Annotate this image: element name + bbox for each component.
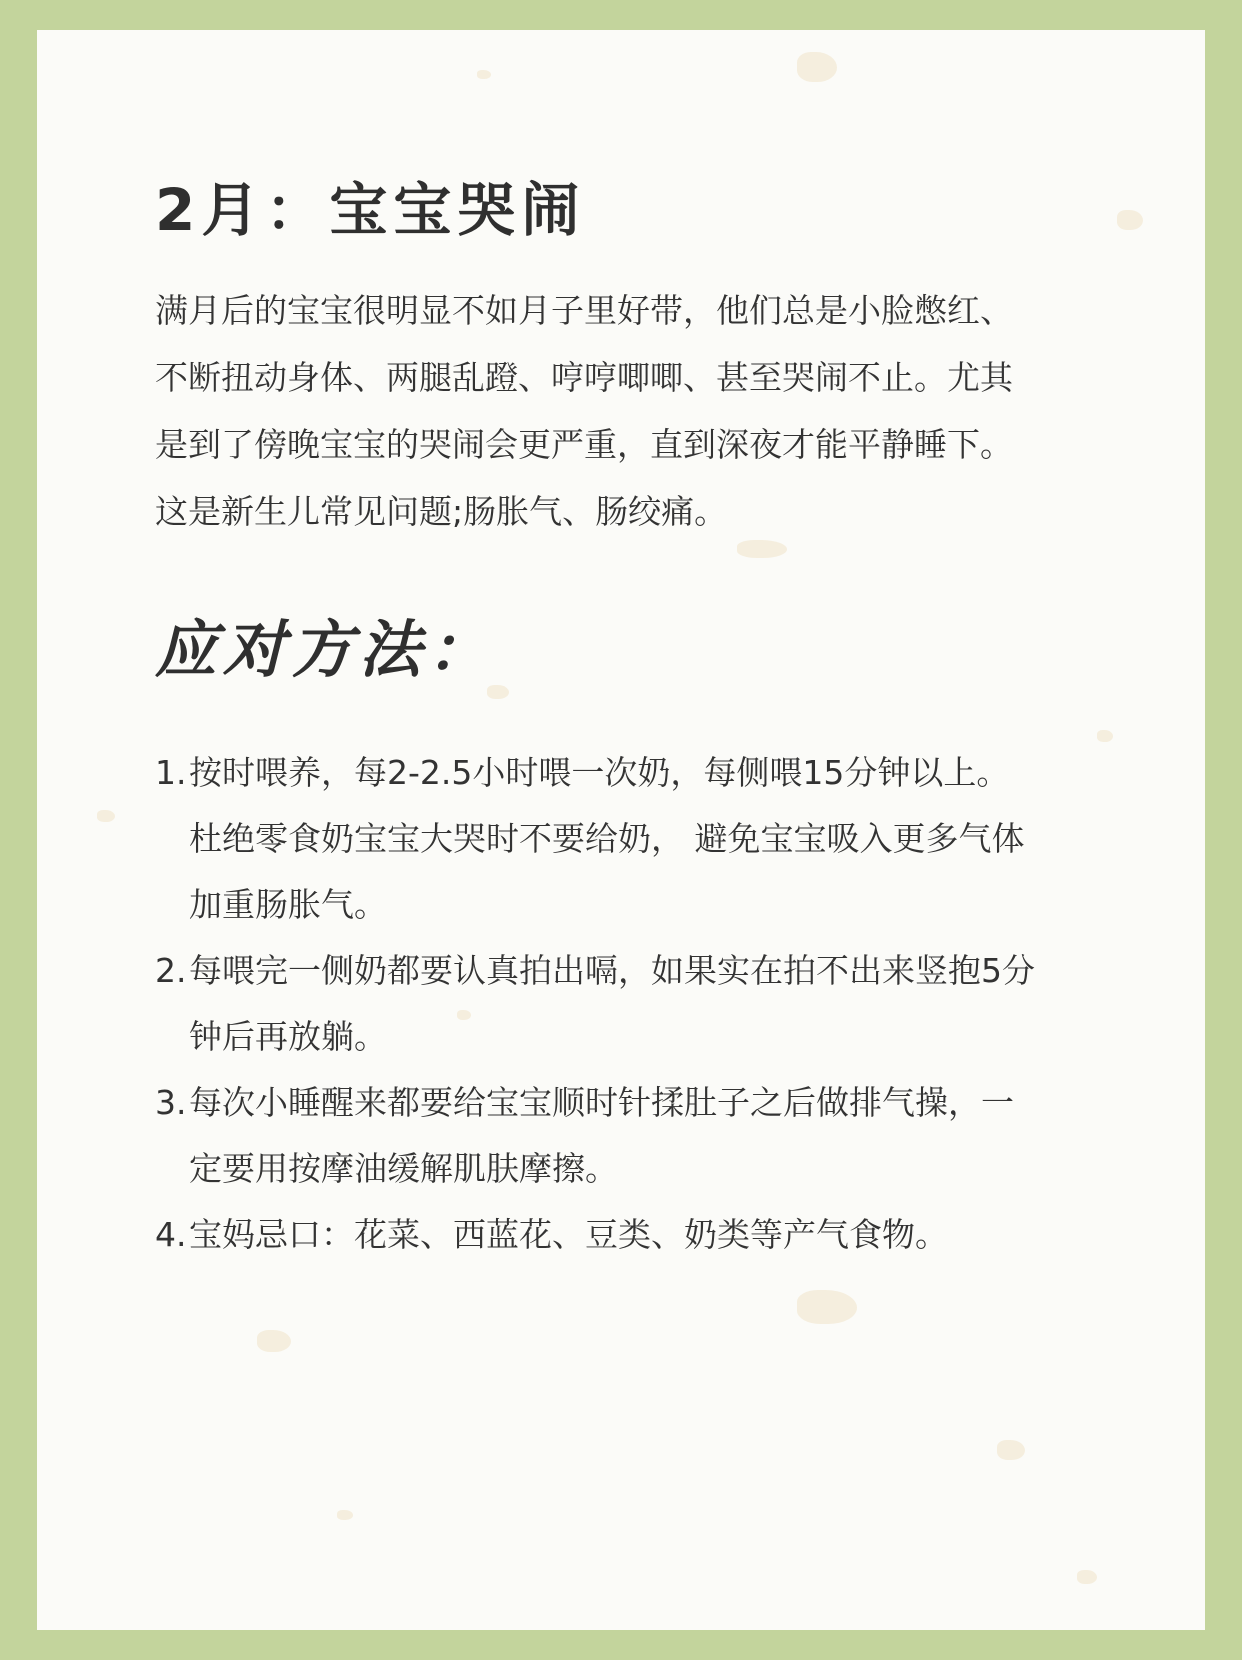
page-title: 2月：宝宝哭闹 [155,176,586,244]
tip-item [155,938,1115,1070]
tip-line: 每喂完一侧奶都要认真拍出嗝，如果实在拍不出来竖抱5分 [189,951,1035,990]
tip-line: 杜绝零食奶宝宝大哭时不要给奶， 避免宝宝吸入更多气体 [189,819,1025,858]
tips-list [155,740,1115,1268]
tip-number: 4. [155,1215,187,1254]
paper-speck [997,1440,1025,1460]
intro-line: 这是新生儿常见问题;肠胀气、肠绞痛。 [155,492,728,531]
tip-item [155,740,1115,938]
tip-line: 每次小睡醒来都要给宝宝顺时针揉肚子之后做排气操，一 [189,1083,1014,1122]
tip-line: 钟后再放躺。 [189,1017,387,1056]
tip-line: 定要用按摩油缓解肌肤摩擦。 [189,1149,618,1188]
paper-speck [477,70,491,79]
paper-speck [337,1510,353,1520]
tip-number: 3. [155,1083,187,1122]
paper-card [37,30,1205,1630]
tip-line: 宝妈忌口：花菜、西蓝花、豆类、奶类等产气食物。 [189,1215,948,1254]
paper-speck [97,810,115,822]
paper-speck [797,52,837,82]
tip-number: 1. [155,753,187,792]
intro-line: 满月后的宝宝很明显不如月子里好带，他们总是小脸憋红、 [155,291,1013,330]
intro-line: 是到了傍晚宝宝的哭闹会更严重，直到深夜才能平静睡下。 [155,425,1013,464]
paper-speck [1117,210,1143,230]
intro-paragraph [155,277,1115,545]
tip-item [155,1202,1115,1268]
paper-speck [797,1290,857,1324]
tip-line: 加重肠胀气。 [189,885,387,924]
tip-line: 按时喂养，每2-2.5小时喂一次奶，每侧喂15分钟以上。 [189,753,1010,792]
methods-heading: 应对方法： [155,613,496,686]
paper-speck [257,1330,291,1352]
tip-number: 2. [155,951,187,990]
intro-line: 不断扭动身体、两腿乱蹬、哼哼唧唧、甚至哭闹不止。尤其 [155,358,1013,397]
tip-item [155,1070,1115,1202]
paper-speck [1077,1570,1097,1584]
